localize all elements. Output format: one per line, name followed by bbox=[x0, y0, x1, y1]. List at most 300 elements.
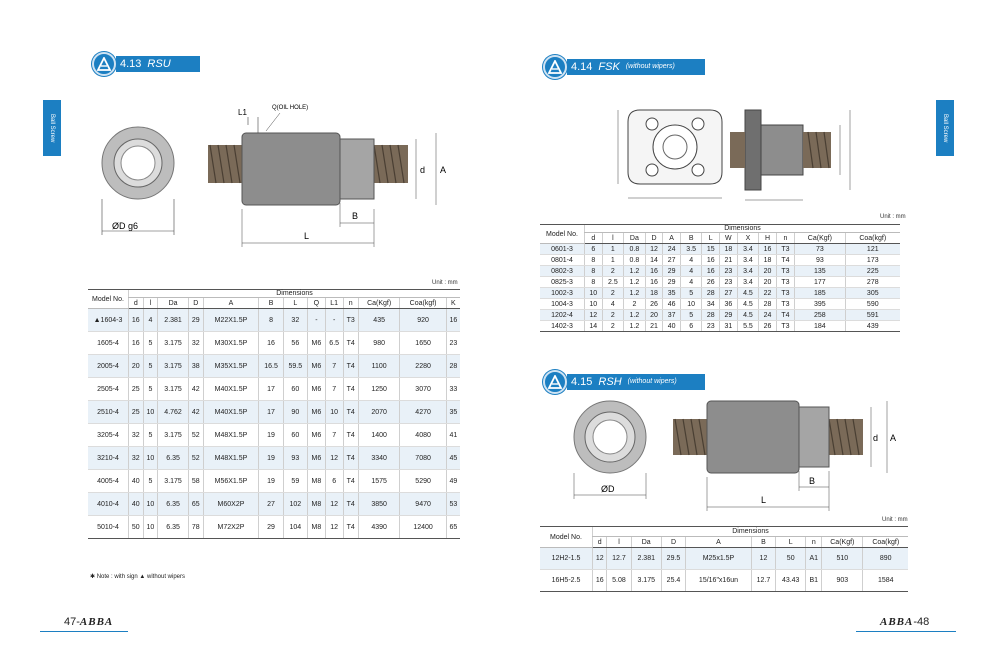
value-cell: 40 bbox=[129, 470, 144, 493]
value-cell: 18 bbox=[720, 244, 738, 255]
value-cell: 20 bbox=[129, 355, 144, 378]
col-header: d bbox=[593, 537, 607, 548]
col-header: A bbox=[663, 233, 681, 244]
table-row bbox=[88, 332, 460, 355]
value-cell: 102 bbox=[283, 493, 307, 516]
value-cell: 1584 bbox=[863, 570, 908, 592]
section-header-rsu bbox=[92, 52, 200, 76]
value-cell: 16.5 bbox=[259, 355, 283, 378]
value-cell: 3.175 bbox=[158, 378, 189, 401]
dims-header: Dimensions bbox=[585, 225, 901, 233]
value-cell: 4.762 bbox=[158, 401, 189, 424]
value-cell: T3 bbox=[343, 309, 358, 332]
col-model: Model No. bbox=[540, 527, 593, 548]
value-cell: 10 bbox=[143, 401, 158, 424]
value-cell: 2 bbox=[624, 299, 646, 310]
value-cell: 1250 bbox=[358, 378, 400, 401]
value-cell: 3.4 bbox=[737, 277, 759, 288]
table-row bbox=[88, 493, 460, 516]
value-cell: M6 bbox=[307, 401, 325, 424]
value-cell: 78 bbox=[188, 516, 203, 539]
label-l: L bbox=[304, 231, 310, 241]
model-cell: 0601-3 bbox=[540, 244, 585, 255]
model-cell: 2005-4 bbox=[88, 355, 129, 378]
section-subtitle: (without wipers) bbox=[627, 378, 677, 385]
section-header-rsh bbox=[543, 370, 705, 394]
value-cell: 435 bbox=[358, 309, 400, 332]
value-cell: 35 bbox=[446, 401, 460, 424]
model-cell: 12H2-1.5 bbox=[540, 548, 593, 570]
rsh-unit: Unit : mm bbox=[882, 517, 908, 523]
rsu-drawing bbox=[90, 95, 470, 255]
value-cell: 184 bbox=[795, 321, 845, 332]
value-cell: M60X2P bbox=[203, 493, 259, 516]
value-cell: 121 bbox=[845, 244, 900, 255]
value-cell: 920 bbox=[400, 309, 446, 332]
value-cell: 2 bbox=[602, 266, 624, 277]
col-header: n bbox=[343, 298, 358, 309]
value-cell: M25x1.5P bbox=[686, 548, 752, 570]
value-cell: 7 bbox=[325, 355, 343, 378]
value-cell: 2.5 bbox=[602, 277, 624, 288]
value-cell: 50 bbox=[129, 516, 144, 539]
value-cell: 591 bbox=[845, 310, 900, 321]
value-cell: 37 bbox=[663, 310, 681, 321]
value-cell: 18 bbox=[645, 288, 663, 299]
value-cell: 12 bbox=[325, 447, 343, 470]
value-cell: 21 bbox=[720, 255, 738, 266]
value-cell: 1.2 bbox=[624, 288, 646, 299]
value-cell: T4 bbox=[343, 401, 358, 424]
value-cell: 2 bbox=[602, 310, 624, 321]
value-cell: 73 bbox=[795, 244, 845, 255]
value-cell: 12.7 bbox=[751, 570, 775, 592]
value-cell: 29 bbox=[188, 309, 203, 332]
value-cell: 3340 bbox=[358, 447, 400, 470]
value-cell: 31 bbox=[720, 321, 738, 332]
section-name: FSK bbox=[598, 61, 620, 73]
label-d: d bbox=[873, 433, 879, 443]
abba-logo-icon bbox=[92, 52, 116, 76]
label-a: A bbox=[440, 165, 447, 175]
value-cell: 27 bbox=[720, 288, 738, 299]
value-cell: 12 bbox=[593, 548, 607, 570]
value-cell: 29 bbox=[720, 310, 738, 321]
value-cell: - bbox=[325, 309, 343, 332]
value-cell: 34 bbox=[702, 299, 720, 310]
dims-header: Dimensions bbox=[593, 527, 909, 537]
value-cell: 4 bbox=[680, 266, 702, 277]
value-cell: 27 bbox=[259, 493, 283, 516]
section-header-fsk bbox=[543, 55, 705, 79]
value-cell: T3 bbox=[776, 299, 794, 310]
value-cell: T4 bbox=[343, 424, 358, 447]
model-cell: 1202-4 bbox=[540, 310, 585, 321]
value-cell: T4 bbox=[343, 447, 358, 470]
value-cell: 32 bbox=[129, 447, 144, 470]
value-cell: 258 bbox=[795, 310, 845, 321]
left-page-number: 47-ABBA bbox=[64, 616, 114, 628]
value-cell: 16 bbox=[645, 277, 663, 288]
model-cell: 5010-4 bbox=[88, 516, 129, 539]
table-row bbox=[88, 355, 460, 378]
value-cell: 5 bbox=[143, 378, 158, 401]
col-header: L1 bbox=[325, 298, 343, 309]
value-cell: 29.5 bbox=[661, 548, 685, 570]
value-cell: 6.5 bbox=[325, 332, 343, 355]
value-cell: 2.381 bbox=[158, 309, 189, 332]
value-cell: 33 bbox=[446, 378, 460, 401]
col-header: D bbox=[188, 298, 203, 309]
section-name: RSH bbox=[598, 376, 622, 388]
value-cell: M40X1.5P bbox=[203, 378, 259, 401]
value-cell: 20 bbox=[759, 277, 777, 288]
rsh-table bbox=[540, 526, 908, 592]
col-header: Ca(Kgf) bbox=[358, 298, 400, 309]
value-cell: 6 bbox=[325, 470, 343, 493]
col-header: Da bbox=[631, 537, 661, 548]
value-cell: 23 bbox=[720, 266, 738, 277]
model-cell: 1402-3 bbox=[540, 321, 585, 332]
col-header: D bbox=[661, 537, 685, 548]
value-cell: 2 bbox=[602, 288, 624, 299]
col-header: B bbox=[680, 233, 702, 244]
value-cell: 3.175 bbox=[158, 424, 189, 447]
abba-logo-icon bbox=[543, 55, 567, 79]
value-cell: 23 bbox=[702, 321, 720, 332]
table-row bbox=[88, 309, 460, 332]
section-subtitle: (without wipers) bbox=[625, 63, 675, 70]
col-header: B bbox=[259, 298, 283, 309]
col-header: Ca(Kgf) bbox=[822, 537, 863, 548]
value-cell: 10 bbox=[143, 493, 158, 516]
dims-header: Dimensions bbox=[129, 290, 461, 298]
value-cell: 5 bbox=[143, 424, 158, 447]
left-side-tab: Ball Screw bbox=[43, 100, 61, 156]
value-cell: 3.175 bbox=[158, 470, 189, 493]
value-cell: 16 bbox=[446, 309, 460, 332]
model-cell: 0801-4 bbox=[540, 255, 585, 266]
value-cell: 7080 bbox=[400, 447, 446, 470]
value-cell: 32 bbox=[283, 309, 307, 332]
brand-logo-right: ABBA bbox=[880, 616, 914, 628]
value-cell: M6 bbox=[307, 332, 325, 355]
value-cell: 4.5 bbox=[737, 310, 759, 321]
value-cell: 510 bbox=[822, 548, 863, 570]
value-cell: 1.2 bbox=[624, 321, 646, 332]
value-cell: 4 bbox=[602, 299, 624, 310]
value-cell: 60 bbox=[283, 424, 307, 447]
value-cell: T4 bbox=[343, 493, 358, 516]
value-cell: 8 bbox=[585, 266, 603, 277]
value-cell: 3.175 bbox=[158, 355, 189, 378]
model-cell: 2510-4 bbox=[88, 401, 129, 424]
value-cell: T4 bbox=[776, 255, 794, 266]
value-cell: 93 bbox=[795, 255, 845, 266]
value-cell: 185 bbox=[795, 288, 845, 299]
value-cell: 278 bbox=[845, 277, 900, 288]
table-row bbox=[88, 470, 460, 493]
col-header: Da bbox=[158, 298, 189, 309]
value-cell: 28 bbox=[702, 310, 720, 321]
rsu-note: ✱ Note : with sign ▲ without wipers bbox=[90, 574, 186, 580]
label-oil-hole: Q(OIL HOLE) bbox=[272, 105, 309, 111]
value-cell: 16 bbox=[129, 332, 144, 355]
table-row bbox=[88, 378, 460, 401]
value-cell: 177 bbox=[795, 277, 845, 288]
value-cell: 590 bbox=[845, 299, 900, 310]
value-cell: 19 bbox=[259, 470, 283, 493]
value-cell: 6.35 bbox=[158, 516, 189, 539]
value-cell: 3.175 bbox=[158, 332, 189, 355]
value-cell: 24 bbox=[663, 244, 681, 255]
value-cell: 19 bbox=[259, 447, 283, 470]
value-cell: 12400 bbox=[400, 516, 446, 539]
model-cell: 0825-3 bbox=[540, 277, 585, 288]
section-number: 4.13 bbox=[120, 58, 142, 70]
value-cell: 5290 bbox=[400, 470, 446, 493]
value-cell: 65 bbox=[188, 493, 203, 516]
value-cell: 24 bbox=[759, 310, 777, 321]
value-cell: M48X1.5P bbox=[203, 424, 259, 447]
value-cell: 52 bbox=[188, 447, 203, 470]
col-header: Coa(kgf) bbox=[863, 537, 908, 548]
value-cell: 5 bbox=[143, 470, 158, 493]
model-cell: 4005-4 bbox=[88, 470, 129, 493]
col-header: K bbox=[446, 298, 460, 309]
value-cell: 21 bbox=[645, 321, 663, 332]
brand-logo-left: ABBA bbox=[79, 616, 114, 628]
value-cell: B1 bbox=[806, 570, 822, 592]
value-cell: T3 bbox=[776, 277, 794, 288]
value-cell: M8 bbox=[307, 470, 325, 493]
left-footer-line bbox=[40, 631, 128, 632]
value-cell: 17 bbox=[259, 401, 283, 424]
value-cell: 23 bbox=[720, 277, 738, 288]
col-header: W bbox=[720, 233, 738, 244]
value-cell: T3 bbox=[776, 321, 794, 332]
value-cell: M6 bbox=[307, 447, 325, 470]
value-cell: 10 bbox=[585, 288, 603, 299]
col-header: A bbox=[686, 537, 752, 548]
value-cell: 26 bbox=[702, 277, 720, 288]
value-cell: 41 bbox=[446, 424, 460, 447]
value-cell: 4390 bbox=[358, 516, 400, 539]
col-model: Model No. bbox=[540, 225, 585, 244]
value-cell: 16 bbox=[702, 255, 720, 266]
section-number: 4.15 bbox=[571, 376, 593, 388]
col-header: B bbox=[751, 537, 775, 548]
section-number: 4.14 bbox=[571, 61, 593, 73]
label-d: d bbox=[420, 165, 426, 175]
value-cell: T3 bbox=[776, 266, 794, 277]
col-header: X bbox=[737, 233, 759, 244]
table-row bbox=[540, 244, 900, 255]
value-cell: 36 bbox=[720, 299, 738, 310]
col-header: l bbox=[607, 537, 631, 548]
value-cell: 38 bbox=[188, 355, 203, 378]
value-cell: 903 bbox=[822, 570, 863, 592]
abba-logo-icon bbox=[543, 370, 567, 394]
value-cell: 6.35 bbox=[158, 447, 189, 470]
value-cell: 26 bbox=[645, 299, 663, 310]
value-cell: 12 bbox=[325, 516, 343, 539]
value-cell: 29 bbox=[259, 516, 283, 539]
value-cell: 439 bbox=[845, 321, 900, 332]
label-a: A bbox=[890, 433, 897, 443]
value-cell: 980 bbox=[358, 332, 400, 355]
value-cell: 7 bbox=[325, 378, 343, 401]
table-row bbox=[88, 424, 460, 447]
value-cell: 6 bbox=[585, 244, 603, 255]
value-cell: M6 bbox=[307, 424, 325, 447]
value-cell: 12 bbox=[585, 310, 603, 321]
value-cell: 5 bbox=[680, 288, 702, 299]
table-row bbox=[540, 299, 900, 310]
value-cell: M35X1.5P bbox=[203, 355, 259, 378]
value-cell: 45 bbox=[446, 447, 460, 470]
value-cell: - bbox=[307, 309, 325, 332]
value-cell: 16 bbox=[645, 266, 663, 277]
value-cell: 29 bbox=[663, 277, 681, 288]
value-cell: 8 bbox=[259, 309, 283, 332]
col-header: L bbox=[775, 537, 805, 548]
value-cell: M8 bbox=[307, 493, 325, 516]
section-name: RSU bbox=[147, 58, 171, 70]
value-cell: 9470 bbox=[400, 493, 446, 516]
value-cell: 173 bbox=[845, 255, 900, 266]
value-cell: 10 bbox=[325, 401, 343, 424]
value-cell: 305 bbox=[845, 288, 900, 299]
table-row bbox=[540, 310, 900, 321]
model-cell: 3210-4 bbox=[88, 447, 129, 470]
value-cell: 25.4 bbox=[661, 570, 685, 592]
col-header: n bbox=[776, 233, 794, 244]
value-cell: 40 bbox=[663, 321, 681, 332]
value-cell: 90 bbox=[283, 401, 307, 424]
value-cell: 28 bbox=[702, 288, 720, 299]
value-cell: 12 bbox=[645, 244, 663, 255]
value-cell: T3 bbox=[776, 244, 794, 255]
label-b: B bbox=[809, 476, 816, 486]
value-cell: 1.2 bbox=[624, 310, 646, 321]
value-cell: 25 bbox=[129, 401, 144, 424]
value-cell: 2 bbox=[602, 321, 624, 332]
value-cell: 4.5 bbox=[737, 288, 759, 299]
label-l1: L1 bbox=[238, 108, 247, 117]
rsu-unit: Unit : mm bbox=[432, 280, 458, 286]
value-cell: 15/16"x16un bbox=[686, 570, 752, 592]
value-cell: 1 bbox=[602, 244, 624, 255]
right-footer-line bbox=[856, 631, 956, 632]
value-cell: 60 bbox=[283, 378, 307, 401]
value-cell: 59.5 bbox=[283, 355, 307, 378]
value-cell: 1650 bbox=[400, 332, 446, 355]
value-cell: M56X1.5P bbox=[203, 470, 259, 493]
value-cell: M6 bbox=[307, 378, 325, 401]
value-cell: 1400 bbox=[358, 424, 400, 447]
col-header: d bbox=[129, 298, 144, 309]
label-b: B bbox=[352, 211, 359, 221]
value-cell: 42 bbox=[188, 401, 203, 424]
model-cell: 1004-3 bbox=[540, 299, 585, 310]
value-cell: 93 bbox=[283, 447, 307, 470]
value-cell: 50 bbox=[775, 548, 805, 570]
value-cell: 19 bbox=[259, 424, 283, 447]
value-cell: M22X1.5P bbox=[203, 309, 259, 332]
value-cell: 3.175 bbox=[631, 570, 661, 592]
col-header: A bbox=[203, 298, 259, 309]
value-cell: 59 bbox=[283, 470, 307, 493]
value-cell: 12.7 bbox=[607, 548, 631, 570]
value-cell: 12 bbox=[751, 548, 775, 570]
model-cell: 4010-4 bbox=[88, 493, 129, 516]
col-header: Coa(kgf) bbox=[400, 298, 446, 309]
col-model: Model No. bbox=[88, 290, 129, 309]
value-cell: M30X1.5P bbox=[203, 332, 259, 355]
value-cell: 5.5 bbox=[737, 321, 759, 332]
table-row bbox=[540, 266, 900, 277]
value-cell: 4.5 bbox=[737, 299, 759, 310]
value-cell: 8 bbox=[585, 255, 603, 266]
value-cell: 53 bbox=[446, 493, 460, 516]
value-cell: 15 bbox=[702, 244, 720, 255]
value-cell: T4 bbox=[343, 332, 358, 355]
value-cell: 14 bbox=[645, 255, 663, 266]
value-cell: 28 bbox=[446, 355, 460, 378]
model-cell: ▲1604-3 bbox=[88, 309, 129, 332]
model-cell: 1002-3 bbox=[540, 288, 585, 299]
label-l: L bbox=[761, 495, 767, 505]
value-cell: 3070 bbox=[400, 378, 446, 401]
value-cell: 3.5 bbox=[680, 244, 702, 255]
col-header: l bbox=[602, 233, 624, 244]
value-cell: 65 bbox=[446, 516, 460, 539]
right-side-tab: Ball Screw bbox=[936, 100, 954, 156]
value-cell: T4 bbox=[343, 470, 358, 493]
model-cell: 3205-4 bbox=[88, 424, 129, 447]
value-cell: 25 bbox=[129, 378, 144, 401]
value-cell: 49 bbox=[446, 470, 460, 493]
value-cell: 5.08 bbox=[607, 570, 631, 592]
value-cell: T3 bbox=[776, 288, 794, 299]
value-cell: 1.2 bbox=[624, 266, 646, 277]
value-cell: 10 bbox=[143, 516, 158, 539]
value-cell: 40 bbox=[129, 493, 144, 516]
value-cell: 3.4 bbox=[737, 244, 759, 255]
fsk-table bbox=[540, 224, 900, 332]
value-cell: M6 bbox=[307, 355, 325, 378]
right-page-number: ABBA-48 bbox=[880, 616, 930, 628]
value-cell: 22 bbox=[759, 288, 777, 299]
value-cell: 2070 bbox=[358, 401, 400, 424]
value-cell: 43.43 bbox=[775, 570, 805, 592]
value-cell: 17 bbox=[259, 378, 283, 401]
value-cell: 1.2 bbox=[624, 277, 646, 288]
value-cell: 42 bbox=[188, 378, 203, 401]
value-cell: 4080 bbox=[400, 424, 446, 447]
value-cell: 10 bbox=[143, 447, 158, 470]
value-cell: 6 bbox=[680, 321, 702, 332]
value-cell: A1 bbox=[806, 548, 822, 570]
value-cell: 16 bbox=[702, 266, 720, 277]
value-cell: 5 bbox=[680, 310, 702, 321]
col-header: Da bbox=[624, 233, 646, 244]
value-cell: 1575 bbox=[358, 470, 400, 493]
table-row bbox=[540, 548, 908, 570]
value-cell: 16 bbox=[759, 244, 777, 255]
col-header: n bbox=[806, 537, 822, 548]
